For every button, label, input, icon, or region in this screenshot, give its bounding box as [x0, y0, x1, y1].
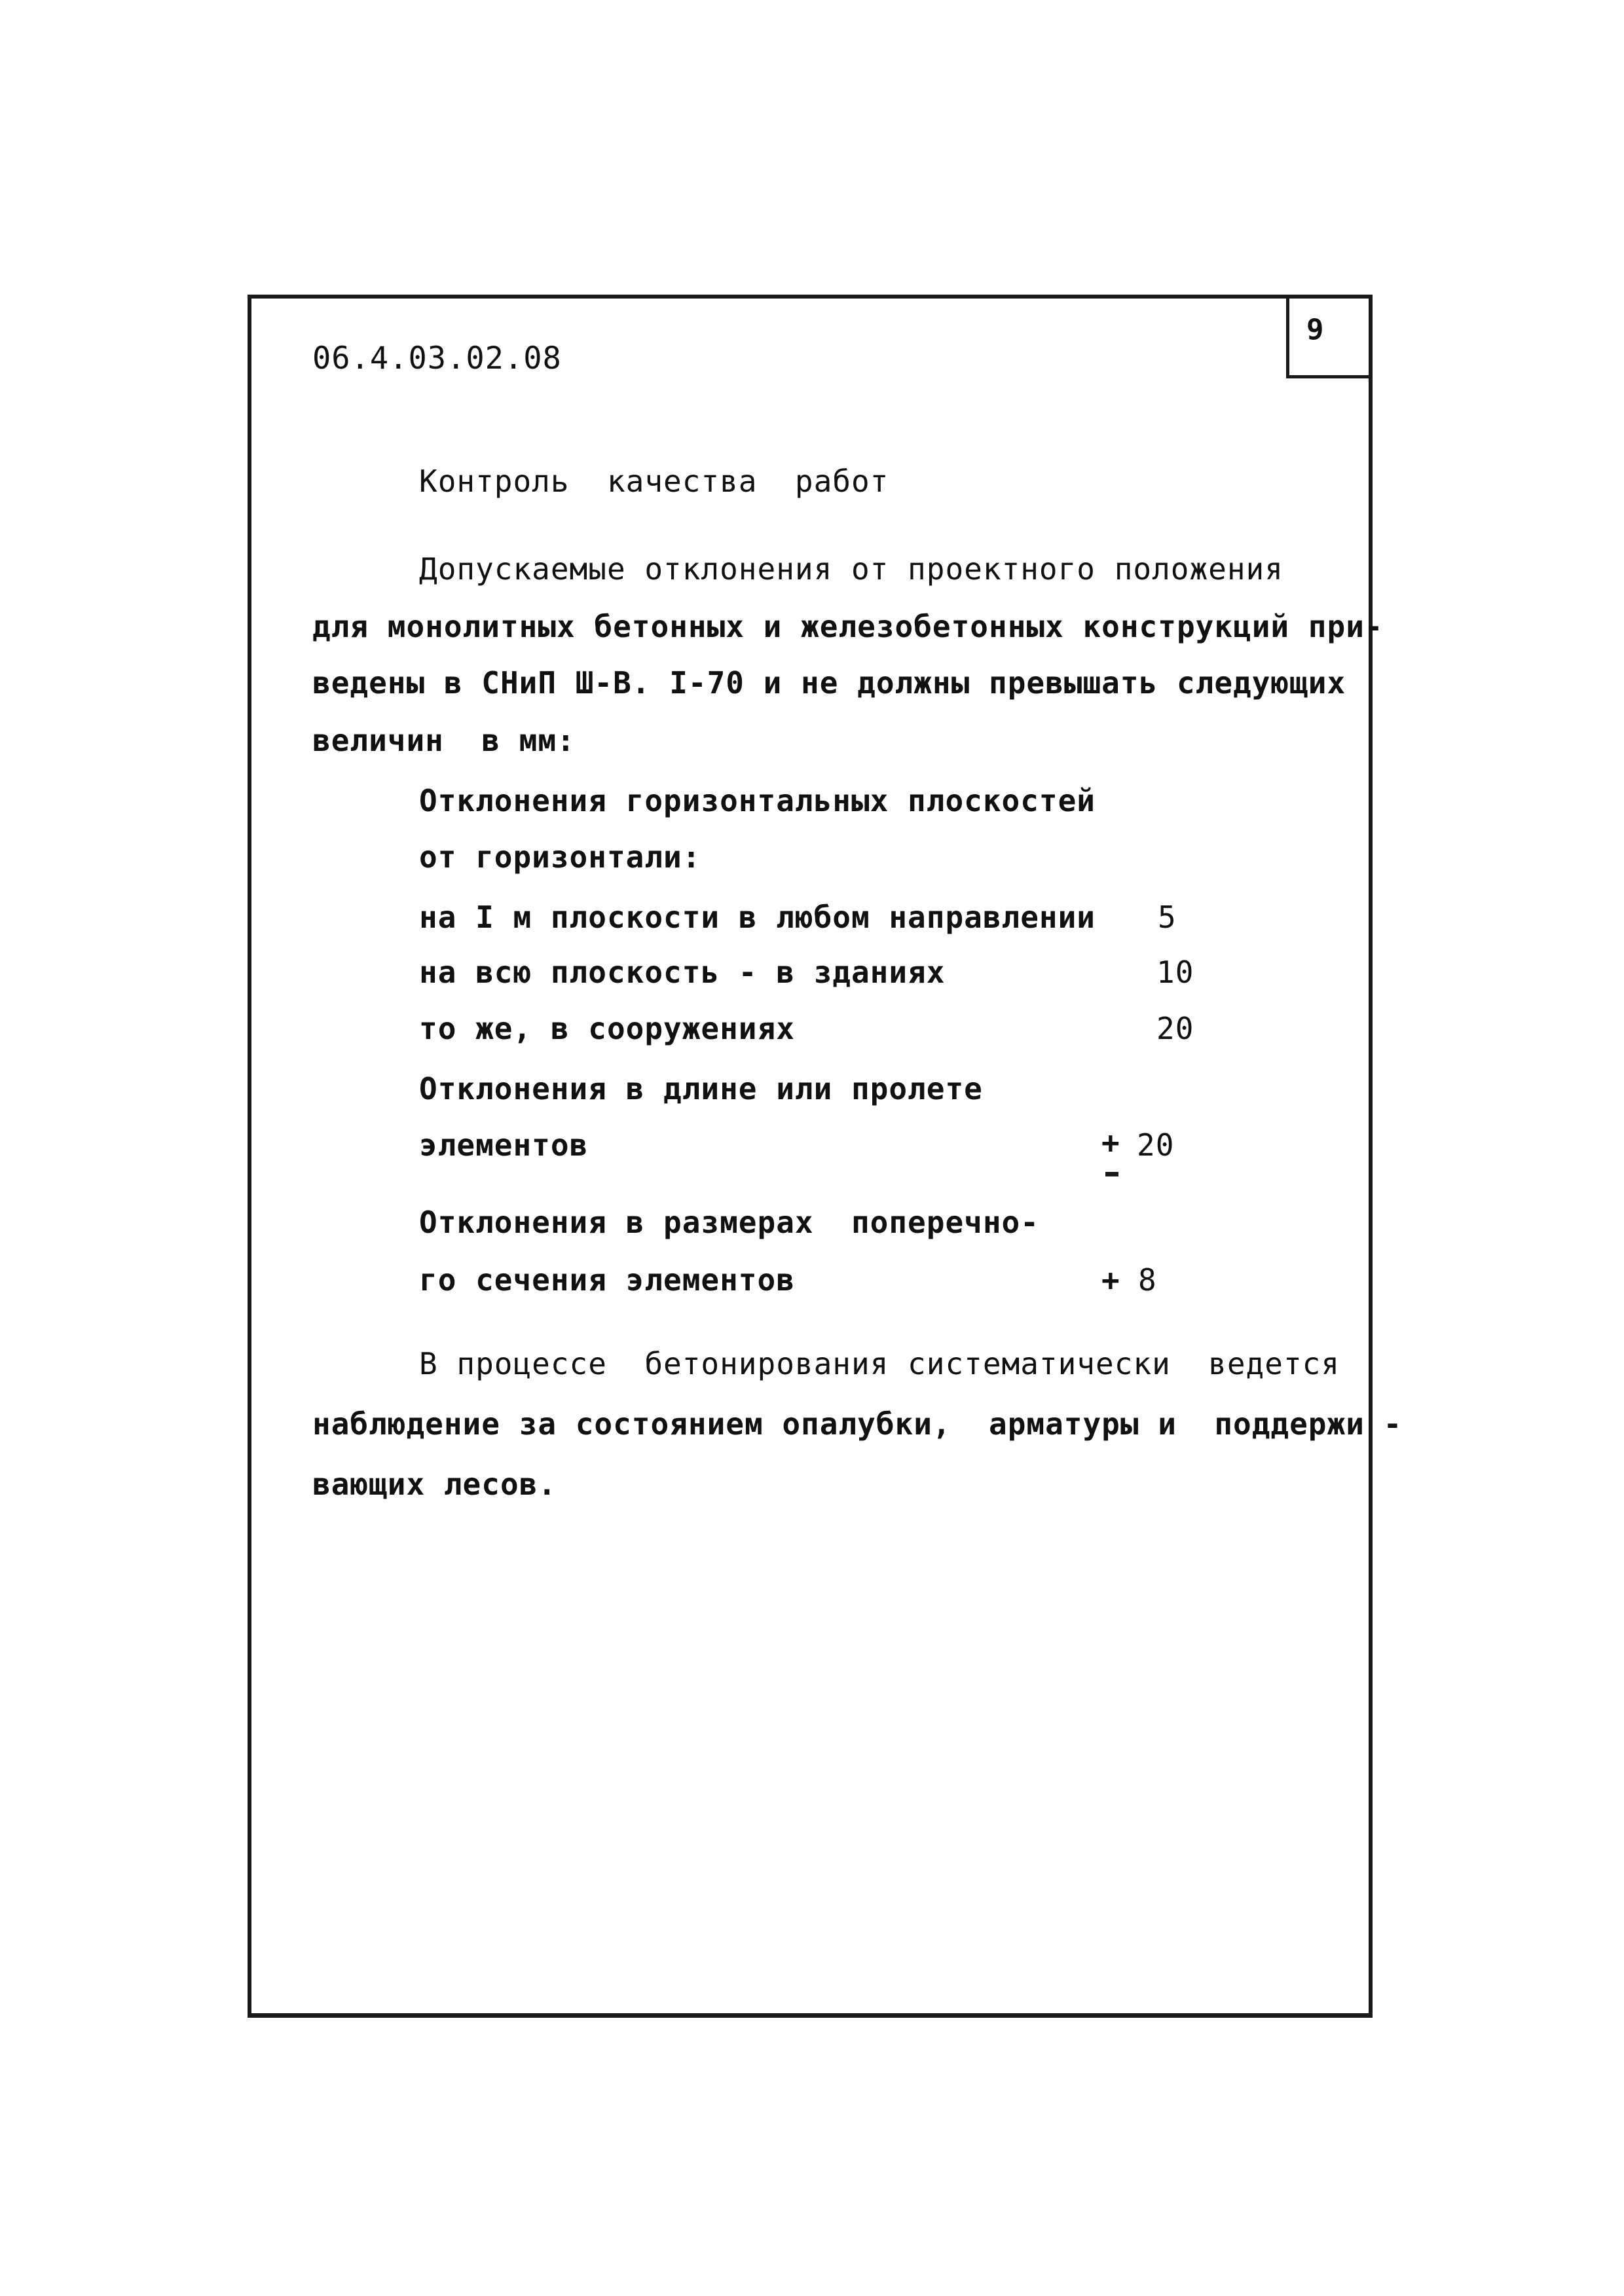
closing-line-2: наблюдение за состоянием опалубки, арматуры и поддержи - [312, 1406, 1403, 1442]
page-number: 9 [1306, 313, 1324, 346]
tolerance-row-label: то же, в сооружениях [419, 1011, 795, 1046]
tolerance-row-label: на I м плоскости в любом направлении [419, 900, 1096, 935]
group2-label: элементов [419, 1127, 589, 1163]
intro-line-1: Допускаемые отклонения от проектного положения [419, 551, 1283, 587]
tolerance-row-value: 20 [1156, 1011, 1194, 1046]
group2-value: 20 [1137, 1127, 1175, 1163]
group2-title: Отклонения в длине или пролете [419, 1071, 983, 1106]
group1-title-line-1: Отклонения горизонтальных плоскостей [419, 783, 1096, 818]
group1-title-line-2: от горизонтали: [419, 839, 701, 875]
closing-line-1: В процессе бетонирования систематически ведется [419, 1346, 1340, 1381]
group3-value: 8 [1138, 1262, 1157, 1298]
plus-sign: + [1101, 1262, 1120, 1298]
section-heading: Контроль качества работ [419, 464, 889, 499]
intro-line-3: ведены в СНиП Ш-В. I-70 и не должны превышать следующих [312, 665, 1346, 701]
page-number-box [1286, 296, 1370, 378]
intro-line-4: величин в мм: [312, 723, 576, 758]
document-code: 06.4.03.02.08 [312, 340, 562, 376]
group3-title: Отклонения в размерах поперечно- [419, 1205, 1039, 1240]
closing-line-3: вающих лесов. [312, 1467, 557, 1502]
tolerance-row-value: 5 [1158, 900, 1177, 935]
minus-dash [1105, 1172, 1118, 1176]
intro-line-2: для монолитных бетонных и железобетонных конструкций при- [312, 609, 1384, 644]
group3-label: го сечения элементов [419, 1262, 795, 1298]
tolerance-row-value: 10 [1156, 955, 1194, 990]
plus-minus-sign: + [1101, 1125, 1120, 1160]
tolerance-row-label: на всю плоскость - в зданиях [419, 955, 946, 990]
